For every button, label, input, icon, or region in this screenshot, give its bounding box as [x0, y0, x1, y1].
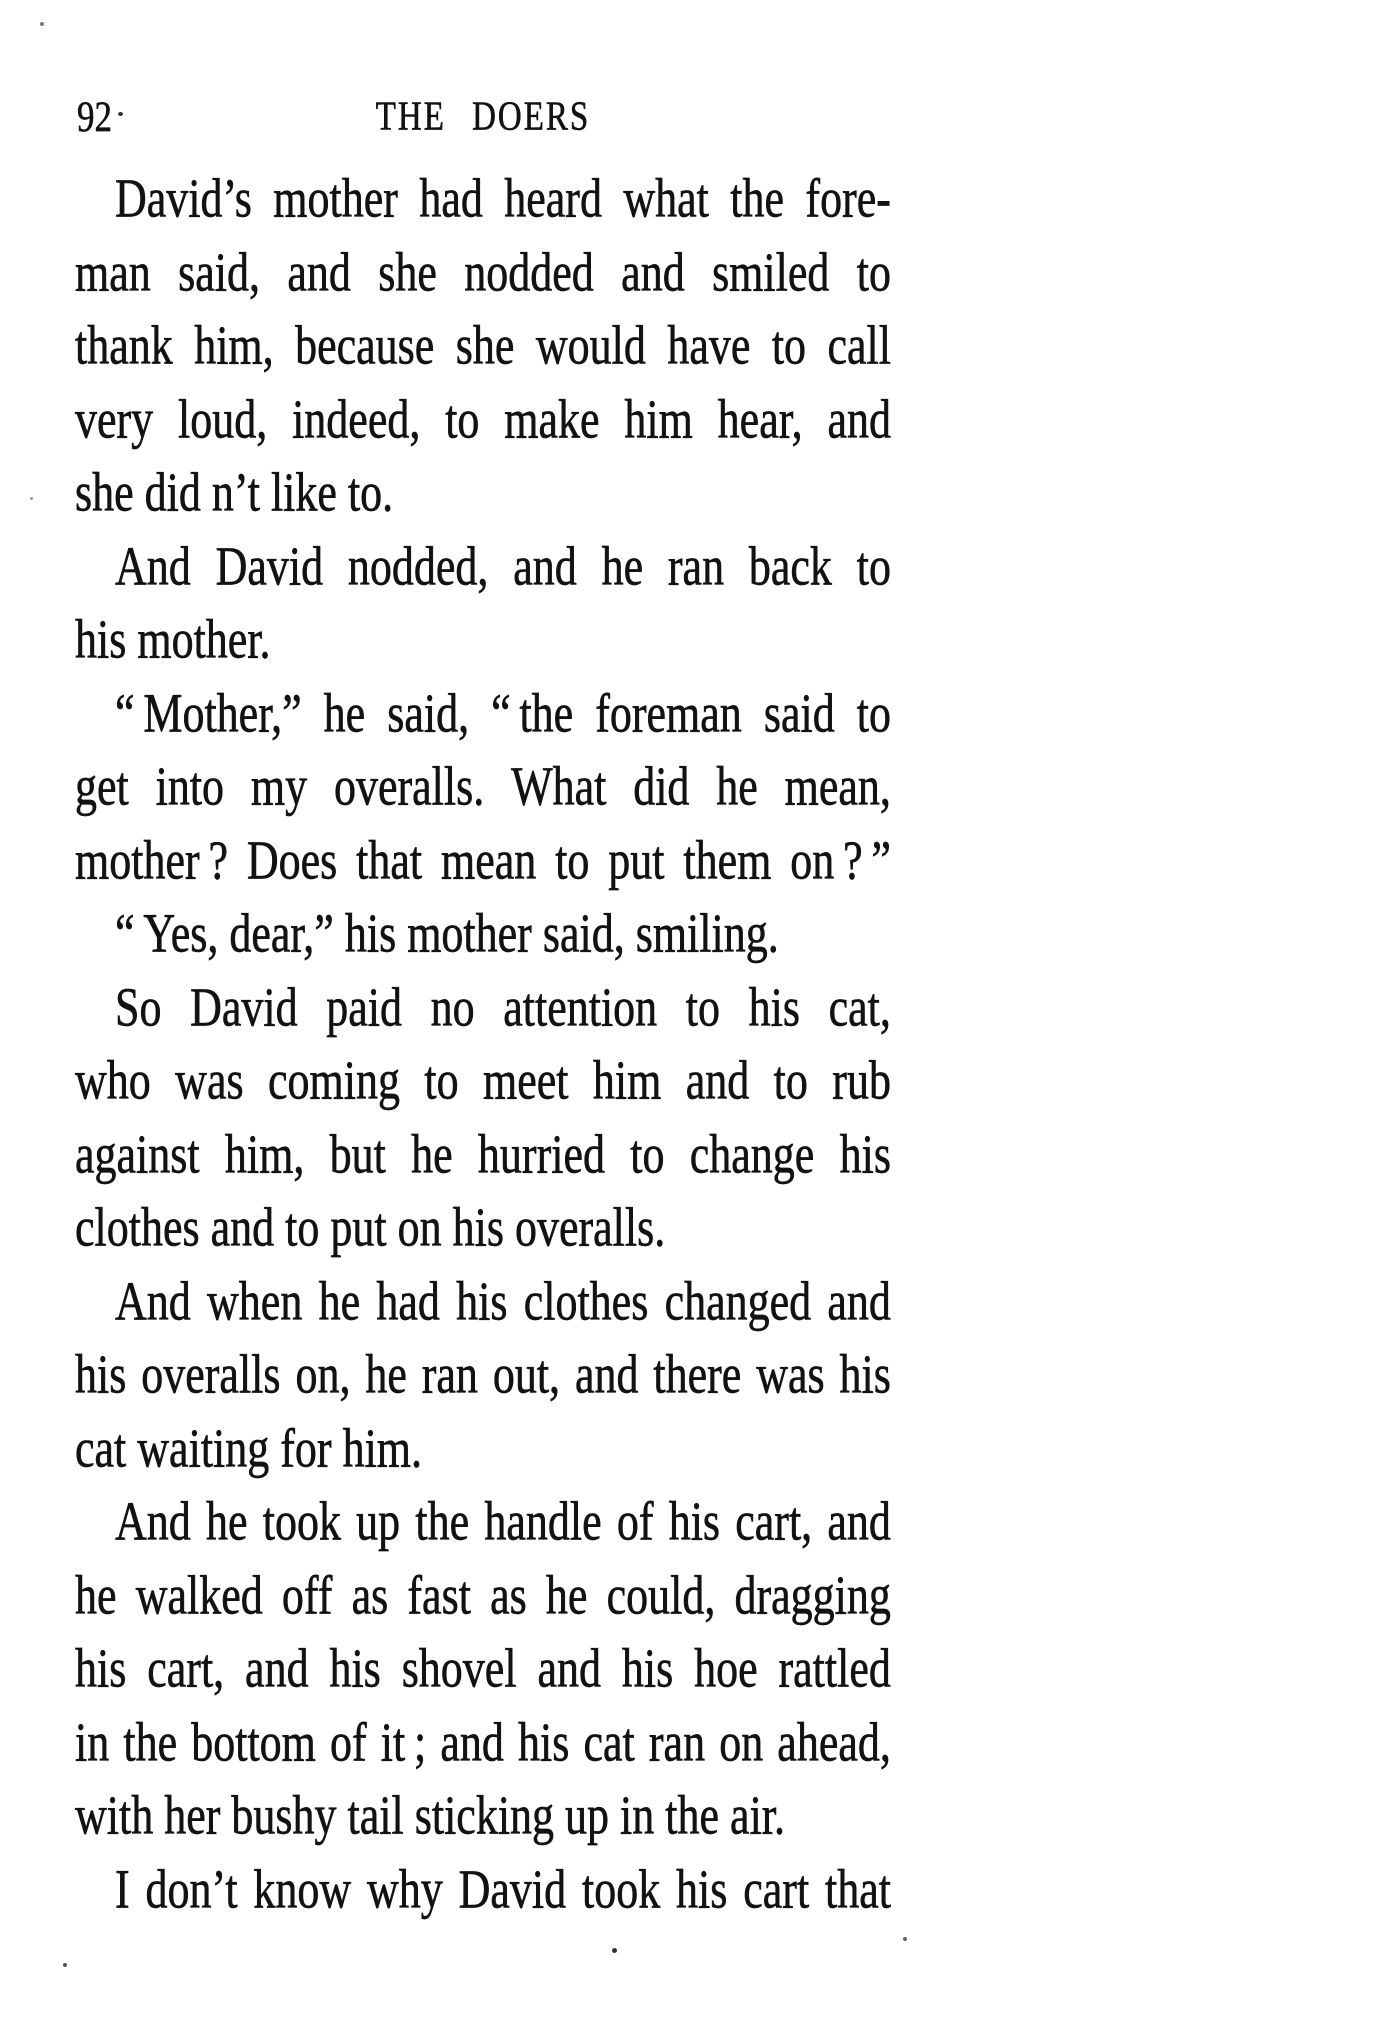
word: to — [856, 241, 891, 303]
word: him, — [224, 1123, 305, 1185]
text-line: his mother. — [75, 608, 271, 671]
word: and — [685, 1049, 750, 1112]
text-line: with her bushy tail sticking up in the air. — [75, 1784, 786, 1847]
word: shovel — [401, 1637, 517, 1700]
word: coming — [268, 1049, 400, 1112]
word: walked — [135, 1564, 263, 1626]
word: that — [825, 1858, 891, 1920]
word: the — [415, 1490, 470, 1553]
word: overalls. — [333, 755, 485, 818]
word: to — [773, 1049, 808, 1112]
word: get — [75, 755, 129, 818]
word: David — [190, 976, 298, 1038]
page-number: 92 — [77, 92, 112, 141]
word: hear, — [717, 388, 803, 450]
paragraph — [75, 677, 891, 898]
word: he — [318, 1270, 361, 1332]
scan-speck — [63, 1963, 67, 1967]
word: ahead, — [777, 1711, 891, 1773]
word: took — [581, 1858, 661, 1920]
word: fast — [407, 1564, 471, 1626]
word: why — [367, 1858, 443, 1920]
word: as — [490, 1564, 527, 1626]
word: had — [376, 1270, 440, 1332]
word: overalls — [141, 1343, 281, 1406]
word: loud, — [178, 388, 268, 450]
word: off — [281, 1564, 333, 1626]
word: he — [365, 1343, 407, 1406]
word: foreman — [595, 682, 742, 744]
word: said — [763, 682, 835, 744]
word: he — [716, 755, 758, 818]
page-body-text — [75, 162, 891, 1926]
word: mother ? — [75, 829, 228, 891]
word: him — [624, 388, 693, 450]
word: “ the — [491, 682, 574, 744]
word: paid — [326, 976, 402, 1038]
word: ran — [667, 535, 725, 597]
word: meet — [483, 1049, 569, 1112]
text-line: clothes and to put on his overalls. — [75, 1196, 666, 1259]
word: to — [771, 314, 807, 377]
word: his — [748, 976, 800, 1038]
word: up — [356, 1490, 401, 1553]
word: dragging — [734, 1564, 891, 1626]
word: indeed, — [292, 388, 421, 450]
word: changed — [664, 1270, 812, 1332]
word: attention — [503, 976, 658, 1038]
word: man — [75, 241, 151, 303]
word: and — [245, 1637, 309, 1700]
word: And — [115, 535, 191, 597]
word: his — [839, 1343, 891, 1406]
word: and — [440, 1711, 504, 1773]
paragraph — [75, 530, 891, 677]
word: David’s — [115, 167, 252, 230]
word: who — [75, 1049, 151, 1112]
text-line: cat waiting for him. — [75, 1417, 423, 1479]
word: his — [668, 1490, 721, 1553]
word: she — [378, 241, 437, 303]
text-line — [115, 1843, 891, 1936]
word: against — [75, 1123, 200, 1185]
word: Does — [246, 829, 338, 891]
word: and — [827, 388, 891, 450]
word: to — [685, 976, 721, 1038]
word: and — [827, 1490, 891, 1553]
word: cart, — [735, 1490, 813, 1553]
word: and — [621, 241, 685, 303]
word: don’t — [145, 1858, 238, 1920]
word: hurried — [477, 1123, 605, 1185]
word: his — [456, 1270, 508, 1332]
word: and — [513, 535, 577, 597]
word: nodded, — [347, 535, 489, 597]
word: when — [207, 1270, 303, 1332]
word: was — [756, 1343, 825, 1406]
word: there — [653, 1343, 742, 1406]
paragraph — [75, 162, 891, 530]
word: to — [856, 535, 891, 597]
word: that — [356, 829, 423, 891]
word: on, — [295, 1343, 351, 1406]
word: out, — [492, 1343, 561, 1406]
word: and — [537, 1637, 601, 1700]
word: would — [535, 314, 646, 377]
word: have — [667, 314, 751, 377]
word: mother — [273, 167, 398, 230]
word: took — [262, 1490, 341, 1553]
word: his — [75, 1343, 127, 1406]
scan-speck — [30, 497, 33, 500]
running-head-title: THE DOERS — [375, 94, 591, 140]
word: put — [608, 829, 665, 891]
page-header — [75, 94, 891, 140]
text-line: she did n’t like to. — [75, 461, 394, 524]
word: rub — [832, 1049, 891, 1112]
word: mean — [441, 829, 537, 891]
word: his — [621, 1637, 674, 1700]
word: to — [445, 388, 480, 450]
word: cat — [583, 1711, 635, 1773]
word: he — [601, 535, 644, 597]
word: my — [250, 755, 308, 818]
word: he — [75, 1564, 117, 1626]
paragraph — [75, 897, 891, 971]
word: into — [155, 755, 225, 818]
word: had — [419, 167, 483, 230]
word: he — [205, 1490, 248, 1553]
word: back — [748, 535, 832, 597]
word: mean, — [784, 755, 891, 818]
word: was — [175, 1049, 244, 1112]
word: his — [329, 1637, 381, 1700]
word: cart, — [147, 1637, 225, 1700]
paragraph — [75, 971, 891, 1265]
word: David — [458, 1858, 567, 1920]
word: cat, — [828, 976, 891, 1038]
word: heard — [504, 167, 602, 230]
paragraph — [75, 1485, 891, 1853]
word: smiled — [712, 241, 830, 303]
word: him, — [194, 314, 274, 377]
word: nodded — [464, 241, 594, 303]
word: him — [592, 1049, 662, 1112]
word: the — [123, 1711, 178, 1773]
word: his — [839, 1123, 891, 1185]
word: and — [574, 1343, 639, 1406]
word: his — [676, 1858, 728, 1920]
word: them — [683, 829, 772, 891]
word: it ; — [380, 1711, 427, 1773]
scan-speck — [903, 1937, 907, 1941]
scan-speck — [40, 22, 44, 26]
word: What — [511, 755, 607, 818]
word: on — [719, 1711, 764, 1773]
word: the — [730, 167, 785, 230]
word: his — [75, 1637, 127, 1700]
word: she — [455, 314, 515, 377]
word: on ? ” — [790, 829, 891, 891]
word: said, — [178, 241, 261, 303]
word: call — [827, 314, 891, 377]
word: his — [518, 1711, 570, 1773]
word: David — [215, 535, 324, 597]
word: but — [329, 1123, 386, 1185]
word: So — [115, 976, 162, 1038]
word: know — [253, 1858, 352, 1920]
paragraph — [75, 1853, 891, 1927]
word: ran — [648, 1711, 706, 1773]
word: hoe — [694, 1637, 758, 1700]
word: “ Mother,” — [115, 682, 302, 744]
word: handle — [484, 1490, 602, 1553]
word: to — [555, 829, 590, 891]
word: said, — [387, 682, 470, 744]
word: fore- — [805, 167, 891, 230]
word: to — [630, 1123, 665, 1185]
word: of — [616, 1490, 654, 1553]
word: in — [75, 1711, 110, 1773]
word: And — [115, 1270, 191, 1332]
text-line: “ Yes, dear,” his mother said, smiling. — [115, 902, 779, 965]
word: bottom — [191, 1711, 316, 1773]
word: cart — [743, 1858, 810, 1920]
word: and — [827, 1270, 891, 1332]
word: And — [115, 1490, 191, 1553]
word: as — [351, 1564, 389, 1626]
word: very — [75, 388, 154, 450]
word: change — [689, 1123, 815, 1185]
word: because — [295, 314, 435, 377]
word: he — [411, 1123, 453, 1185]
paragraph — [75, 1265, 891, 1486]
word: did — [633, 755, 690, 818]
word: and — [287, 241, 351, 303]
word: to — [424, 1049, 459, 1112]
scan-speck — [118, 112, 123, 116]
word: make — [504, 388, 600, 450]
word: to — [856, 682, 891, 744]
word: no — [430, 976, 475, 1038]
word: I — [115, 1858, 130, 1920]
word: he — [323, 682, 366, 744]
word: clothes — [523, 1270, 649, 1332]
word: what — [623, 167, 709, 230]
word: could, — [606, 1564, 716, 1626]
word: he — [545, 1564, 588, 1626]
word: of — [330, 1711, 367, 1773]
word: rattled — [778, 1637, 891, 1700]
word: thank — [75, 314, 173, 377]
word: ran — [421, 1343, 478, 1406]
scan-speck — [612, 1948, 617, 1953]
